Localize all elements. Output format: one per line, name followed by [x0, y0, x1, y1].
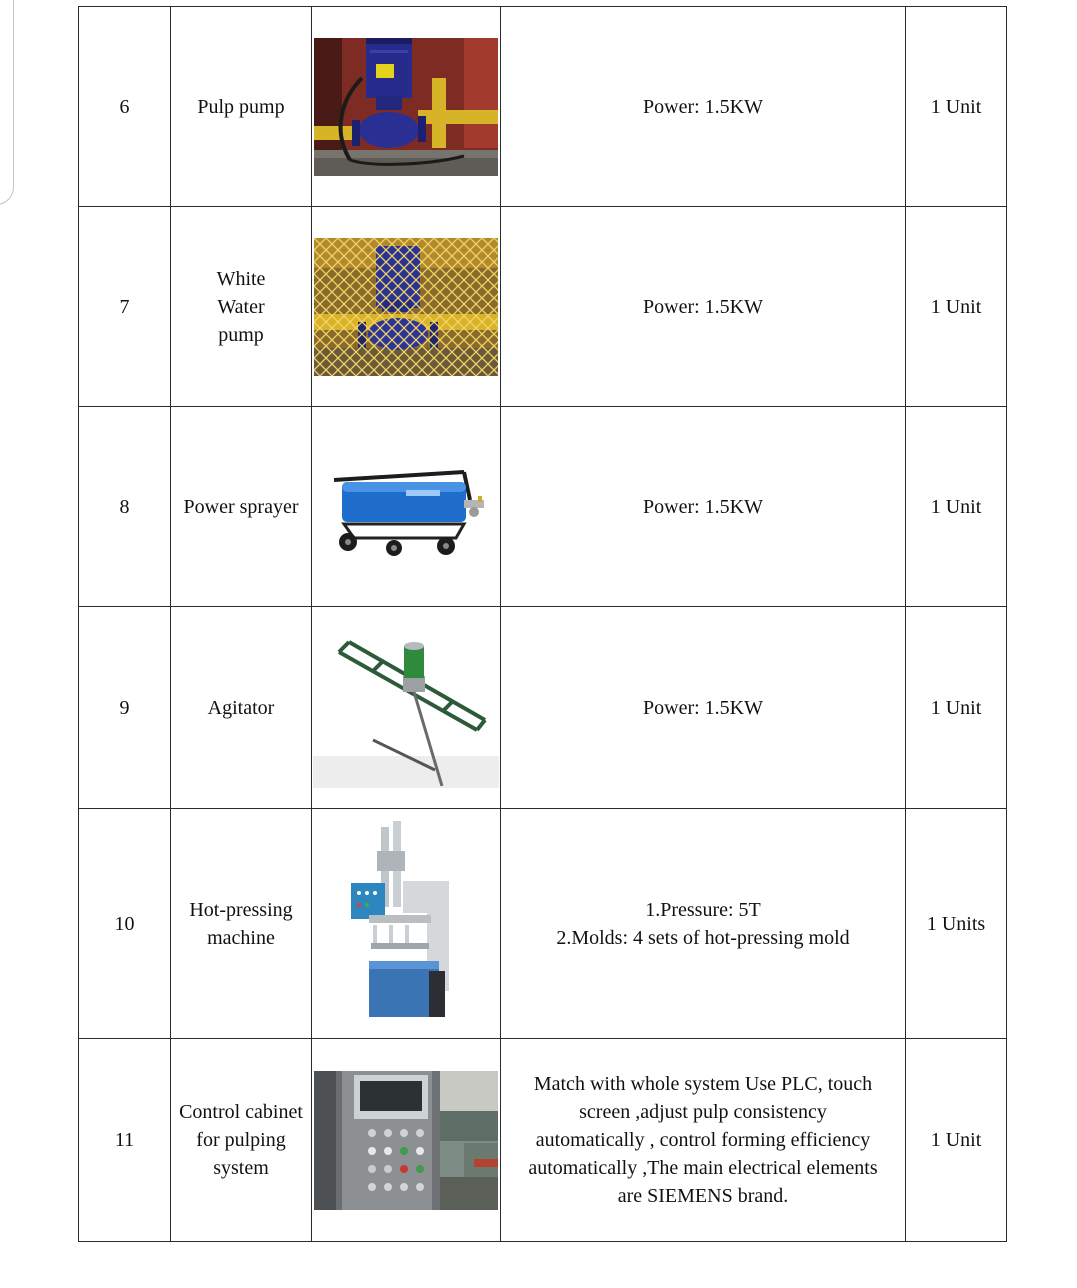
power-sprayer-photo — [314, 438, 498, 576]
item-quantity: 1 Unit — [930, 1129, 982, 1151]
table-row — [79, 207, 1007, 407]
item-quantity-cell — [906, 1039, 1007, 1242]
item-spec-cell — [501, 407, 906, 607]
item-number: 8 — [119, 495, 130, 518]
item-spec-line: 2.Molds: 4 sets of hot-pressing mold — [556, 926, 850, 949]
item-number-cell — [79, 407, 171, 607]
item-name-line: Hot-pressing — [189, 898, 293, 921]
item-name-line: Control cabinet — [179, 1101, 303, 1123]
item-spec-line: are SIEMENS brand. — [617, 1185, 789, 1207]
item-name-cell — [171, 607, 312, 809]
item-quantity: 1 Unit — [930, 696, 982, 719]
item-spec-line: Power: 1.5KW — [643, 696, 763, 719]
item-spec-cell — [501, 207, 906, 407]
item-photo-cell — [312, 407, 501, 607]
table-row — [79, 607, 1007, 809]
item-spec-cell — [501, 1039, 906, 1242]
item-quantity: 1 Units — [926, 912, 986, 935]
item-number: 6 — [119, 95, 130, 118]
item-number-cell — [79, 1039, 171, 1242]
control-cabinet-photo — [314, 1071, 498, 1210]
pulp-pump-photo — [314, 38, 498, 176]
item-quantity-cell — [906, 607, 1007, 809]
item-spec-line: Power: 1.5KW — [643, 95, 763, 118]
item-name-line: Power sprayer — [183, 495, 299, 518]
equipment-table — [78, 6, 1007, 1242]
item-name-line: machine — [207, 926, 275, 949]
item-photo-cell — [312, 207, 501, 407]
item-name-line: for pulping — [196, 1129, 286, 1151]
item-quantity-cell — [906, 809, 1007, 1039]
item-quantity: 1 Unit — [930, 95, 982, 118]
item-spec-cell — [501, 607, 906, 809]
item-spec-cell — [501, 809, 906, 1039]
item-photo-cell — [312, 1039, 501, 1242]
item-number: 7 — [119, 295, 130, 318]
table-row — [79, 1039, 1007, 1242]
item-photo-cell — [312, 7, 501, 207]
item-name-line: pump — [218, 323, 264, 346]
agitator-photo — [313, 628, 499, 788]
item-spec-line: screen ,adjust pulp consistency — [579, 1101, 827, 1123]
item-spec-cell — [501, 7, 906, 207]
item-spec-line: Power: 1.5KW — [643, 495, 763, 518]
side-panel-edge — [0, 0, 14, 205]
item-number: 10 — [114, 912, 135, 935]
item-quantity: 1 Unit — [930, 495, 982, 518]
item-spec-line: automatically , control forming efficiency — [535, 1129, 871, 1151]
item-spec-line: Power: 1.5KW — [643, 295, 763, 318]
item-name-line: White — [216, 267, 266, 290]
item-number: 11 — [114, 1129, 135, 1151]
item-name-line: Pulp pump — [197, 95, 285, 118]
item-number-cell — [79, 207, 171, 407]
item-name-line: system — [213, 1157, 269, 1179]
item-number: 9 — [119, 696, 130, 719]
table-row — [79, 407, 1007, 607]
item-name-cell — [171, 1039, 312, 1242]
hot-pressing-machine-photo — [341, 821, 471, 1026]
item-spec-line: automatically ,The main electrical elements — [528, 1157, 878, 1179]
item-photo-cell — [312, 809, 501, 1039]
item-spec-line: 1.Pressure: 5T — [645, 898, 761, 921]
item-quantity-cell — [906, 207, 1007, 407]
white-water-pump-photo — [314, 238, 498, 376]
item-name-cell — [171, 407, 312, 607]
item-name-cell — [171, 7, 312, 207]
table-row — [79, 7, 1007, 207]
item-name-cell — [171, 809, 312, 1039]
item-name-line: Water — [217, 295, 265, 318]
item-name-cell — [171, 207, 312, 407]
item-photo-cell — [312, 607, 501, 809]
item-spec-line: Match with whole system Use PLC, touch — [533, 1073, 873, 1095]
table-row — [79, 809, 1007, 1039]
item-quantity-cell — [906, 7, 1007, 207]
item-number-cell — [79, 7, 171, 207]
item-number-cell — [79, 607, 171, 809]
item-number-cell — [79, 809, 171, 1039]
item-quantity-cell — [906, 407, 1007, 607]
item-name-line: Agitator — [207, 696, 275, 719]
item-quantity: 1 Unit — [930, 295, 982, 318]
